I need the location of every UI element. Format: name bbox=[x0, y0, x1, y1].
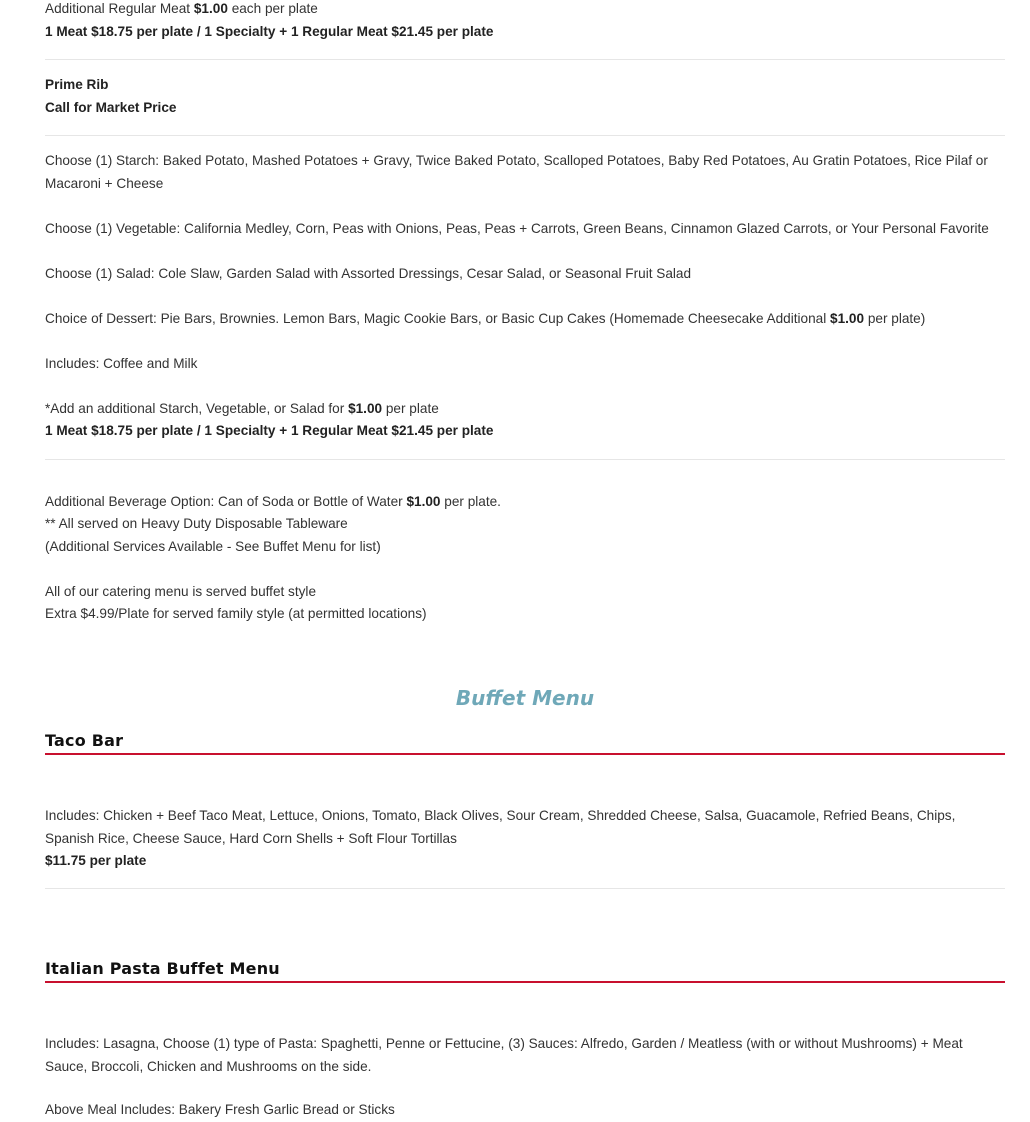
add-side-line: *Add an additional Starch, Vegetable, or Salad for $1.00 per plate bbox=[45, 401, 439, 416]
italian-pasta-includes: Includes: Lasagna, Choose (1) type of Pasta: Spaghetti, Penne or Fettucine, (3) Sauces: Alfredo, Garden / Meatless (with or without Mushrooms) + Meat Sauce, Broccoli, Chicken and Mushrooms on the side. bbox=[45, 1036, 963, 1074]
starch-choice: Choose (1) Starch: Baked Potato, Mashed Potatoes + Gravy, Twice Baked Potato, Scalloped Potatoes, Baby Red Potatoes, Au Gratin Potatoes, Rice Pilaf or Macaroni + Cheese bbox=[45, 153, 988, 191]
taco-bar-includes: Includes: Chicken + Beef Taco Meat, Lettuce, Onions, Tomato, Black Olives, Sour Cream, Shredded Cheese, Salsa, Guacamole, Refried Beans, Chips, Spanish Rice, Cheese Sauce, Hard Corn Shells + Soft Flour Tortillas bbox=[45, 808, 956, 846]
dessert-choice: Choice of Dessert: Pie Bars, Brownies. Lemon Bars, Magic Cookie Bars, or Basic Cup Cakes (Homemade Cheesecake Additional $1.00 per plate) bbox=[45, 311, 926, 326]
beverage-option: Additional Beverage Option: Can of Soda or Bottle of Water $1.00 per plate. bbox=[45, 494, 501, 509]
italian-pasta-title: Italian Pasta Buffet Menu bbox=[45, 959, 280, 978]
section-rule bbox=[45, 981, 1005, 983]
vegetable-choice: Choose (1) Vegetable: California Medley, Corn, Peas with Onions, Peas, Peas + Carrots, Green Beans, Cinnamon Glazed Carrots, or Your Personal Favorite bbox=[45, 221, 989, 236]
includes-line: Includes: Coffee and Milk bbox=[45, 356, 198, 371]
taco-bar-title: Taco Bar bbox=[45, 731, 124, 750]
italian-above-meal: Above Meal Includes: Bakery Fresh Garlic Bread or Sticks bbox=[45, 1102, 395, 1117]
prime-rib-title: Prime Rib bbox=[45, 77, 109, 92]
buffet-menu-heading: Buffet Menu bbox=[455, 686, 595, 710]
family-style-note: Extra $4.99/Plate for served family style (at permitted locations) bbox=[45, 606, 427, 621]
buffet-style-note: All of our catering menu is served buffet style bbox=[45, 584, 317, 599]
taco-bar-price: $11.75 per plate bbox=[45, 853, 147, 868]
additional-meat-price: $1.00 bbox=[193, 1, 228, 16]
divider bbox=[45, 888, 1005, 889]
services-note: (Additional Services Available - See Buffet Menu for list) bbox=[45, 539, 381, 554]
price-line-bottom: 1 Meat $18.75 per plate / 1 Specialty + 1 Regular Meat $21.45 per plate bbox=[45, 423, 494, 438]
price-line-top: 1 Meat $18.75 per plate / 1 Specialty + 1 Regular Meat $21.45 per plate bbox=[45, 24, 494, 39]
beverage-price: $1.00 bbox=[406, 494, 441, 509]
dessert-price: $1.00 bbox=[830, 311, 865, 326]
divider bbox=[45, 59, 1005, 60]
salad-choice: Choose (1) Salad: Cole Slaw, Garden Salad with Assorted Dressings, Cesar Salad, or Seasonal Fruit Salad bbox=[45, 266, 692, 281]
additional-meat-line: Additional Regular Meat $1.00 each per plate bbox=[45, 1, 318, 16]
prime-rib-price: Call for Market Price bbox=[45, 100, 177, 115]
add-side-price: $1.00 bbox=[348, 401, 383, 416]
divider bbox=[45, 459, 1005, 460]
divider bbox=[45, 135, 1005, 136]
tableware-note: ** All served on Heavy Duty Disposable Tableware bbox=[45, 516, 348, 531]
section-rule bbox=[45, 753, 1005, 755]
